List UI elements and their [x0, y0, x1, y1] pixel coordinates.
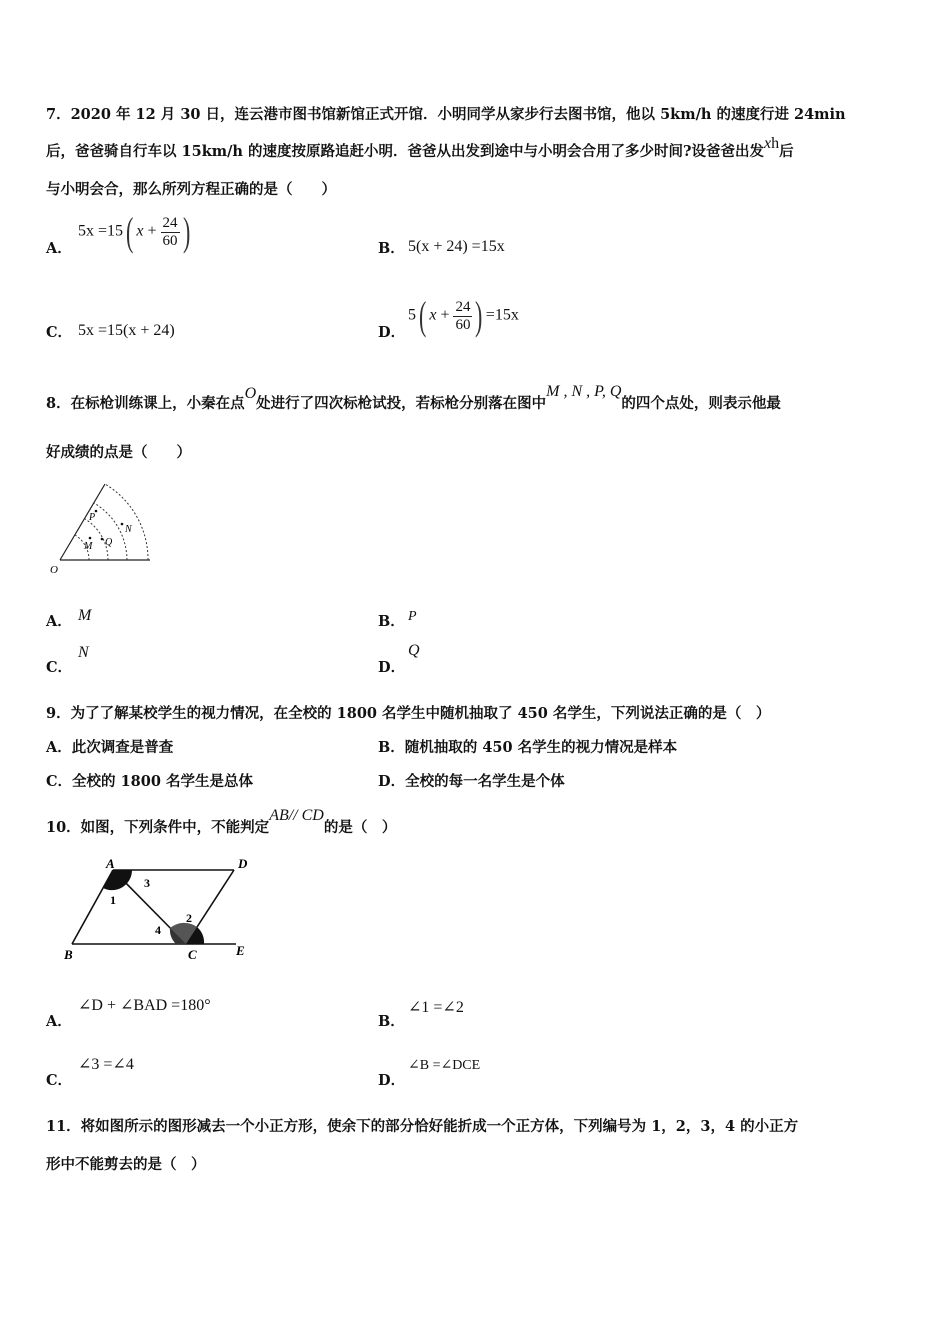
q10-option-b-expr: ∠1 =∠2	[408, 999, 464, 1016]
q7-line-1: 7．2020 年 12 月 30 日，连云港市图书馆新馆正式开馆．小明同学从家步行去图书馆，他以 5km/h 的速度行进 24min	[46, 106, 846, 123]
q10-option-c-expr: ∠3 =∠4	[78, 1056, 134, 1073]
q7-option-a-equation: 5x =15( x + $\frac{24}{60}$ )	[78, 209, 190, 254]
q8-javelin-figure	[44, 478, 159, 576]
q10-label-3: 3	[144, 876, 150, 890]
q10-option-d-letter: D．	[378, 1072, 406, 1089]
q10-label-a: A	[106, 856, 115, 871]
q8-option-a-value: M	[78, 607, 92, 624]
q8-line-1: 8．在标枪训练课上，小秦在点O处进行了四次标枪试投，若标枪分别落在图中M , N , P, Q的四个点处，则表示他最	[46, 383, 781, 412]
q7-option-c-letter: C．	[46, 324, 73, 341]
q10-label-b: B	[64, 947, 73, 962]
q8-point-m-dot	[89, 537, 92, 540]
q10-option-c-letter: C．	[46, 1072, 73, 1089]
q8-label-n: N	[125, 524, 132, 535]
q9-option-c: C．全校的 1800 名学生是总体	[46, 773, 253, 790]
q10-option-a-expr: ∠D + ∠BAD =180°	[78, 997, 211, 1014]
q8-line-2: 好成绩的点是（ ）	[46, 444, 191, 461]
q8-point-o: O	[244, 385, 257, 402]
q7-option-a-letter: A．	[46, 240, 72, 257]
q10-label-4: 4	[155, 923, 161, 937]
q7-option-b-letter: B．	[378, 240, 405, 257]
q7-option-b-equation: 5(x + 24) =15x	[408, 238, 505, 255]
q7-variable-x: x	[764, 135, 772, 152]
q8-option-c-value: N	[78, 644, 89, 661]
q8-label-o: O	[50, 564, 58, 576]
q11-line-1: 11．将如图所示的图形减去一个小正方形，使余下的部分恰好能折成一个正方体，下列编号为 1，2，3，4 的小正方	[46, 1118, 799, 1135]
q7-option-d-letter: D．	[378, 324, 406, 341]
q10-label-c: C	[188, 947, 197, 962]
q10-option-b-letter: B．	[378, 1013, 405, 1030]
q7-option-c-equation: 5x =15(x + 24)	[78, 322, 175, 339]
q9-option-a: A．此次调查是普查	[46, 739, 174, 756]
q10-label-1: 1	[110, 893, 116, 907]
q8-option-c-letter: C．	[46, 659, 73, 676]
q8-points-list: M , N , P, Q	[546, 383, 622, 400]
q8-option-d-value: Q	[408, 642, 420, 659]
q10-label-e: E	[236, 943, 245, 958]
q10-label-2: 2	[186, 911, 192, 925]
q8-label-p: P	[89, 512, 96, 523]
q8-arc-4	[105, 484, 148, 560]
q10-label-d: D	[238, 856, 248, 871]
q7-line-2: 后，爸爸骑自行车以 15km/h 的速度按原路追赶小明．爸爸从出发到途中与小明会合用了多少时间?设爸爸出发xh后	[46, 135, 794, 160]
q11-line-2: 形中不能剪去的是（ ）	[46, 1156, 206, 1173]
q8-point-q-dot	[101, 538, 104, 541]
q8-arc-3	[94, 503, 127, 560]
q8-option-d-letter: D．	[378, 659, 406, 676]
q8-point-n-dot	[121, 523, 124, 526]
q8-label-q: Q	[105, 537, 113, 548]
q8-option-b-letter: B．	[378, 613, 405, 630]
q9-option-d: D．全校的每一名学生是个体	[378, 773, 565, 790]
q8-option-a-letter: A．	[46, 613, 72, 630]
q8-option-b-value: P	[408, 609, 417, 624]
q8-sector-edge	[60, 484, 105, 560]
q10-parallelogram-figure	[58, 852, 258, 964]
q10-line-1: 10．如图，下列条件中，不能判定AB// CD的是（ ）	[46, 807, 397, 836]
q10-condition: AB// CD	[269, 807, 324, 824]
q9-line-1: 9．为了了解某校学生的视力情况，在全校的 1800 名学生中随机抽取了 450 名学生，下列说法正确的是（ ）	[46, 705, 771, 722]
q9-option-b: B．随机抽取的 450 名学生的视力情况是样本	[378, 739, 678, 756]
q8-label-m: M	[84, 541, 93, 552]
q10-option-a-letter: A．	[46, 1013, 72, 1030]
q7-option-d-equation: 5( x + $\frac{24}{60}$ ) =15x	[408, 293, 519, 338]
q7-line-3: 与小明会合，那么所列方程正确的是（ ）	[46, 181, 336, 198]
q10-option-d-expr: ∠B =∠DCE	[408, 1058, 481, 1073]
q7-unit-h: h	[771, 135, 780, 152]
